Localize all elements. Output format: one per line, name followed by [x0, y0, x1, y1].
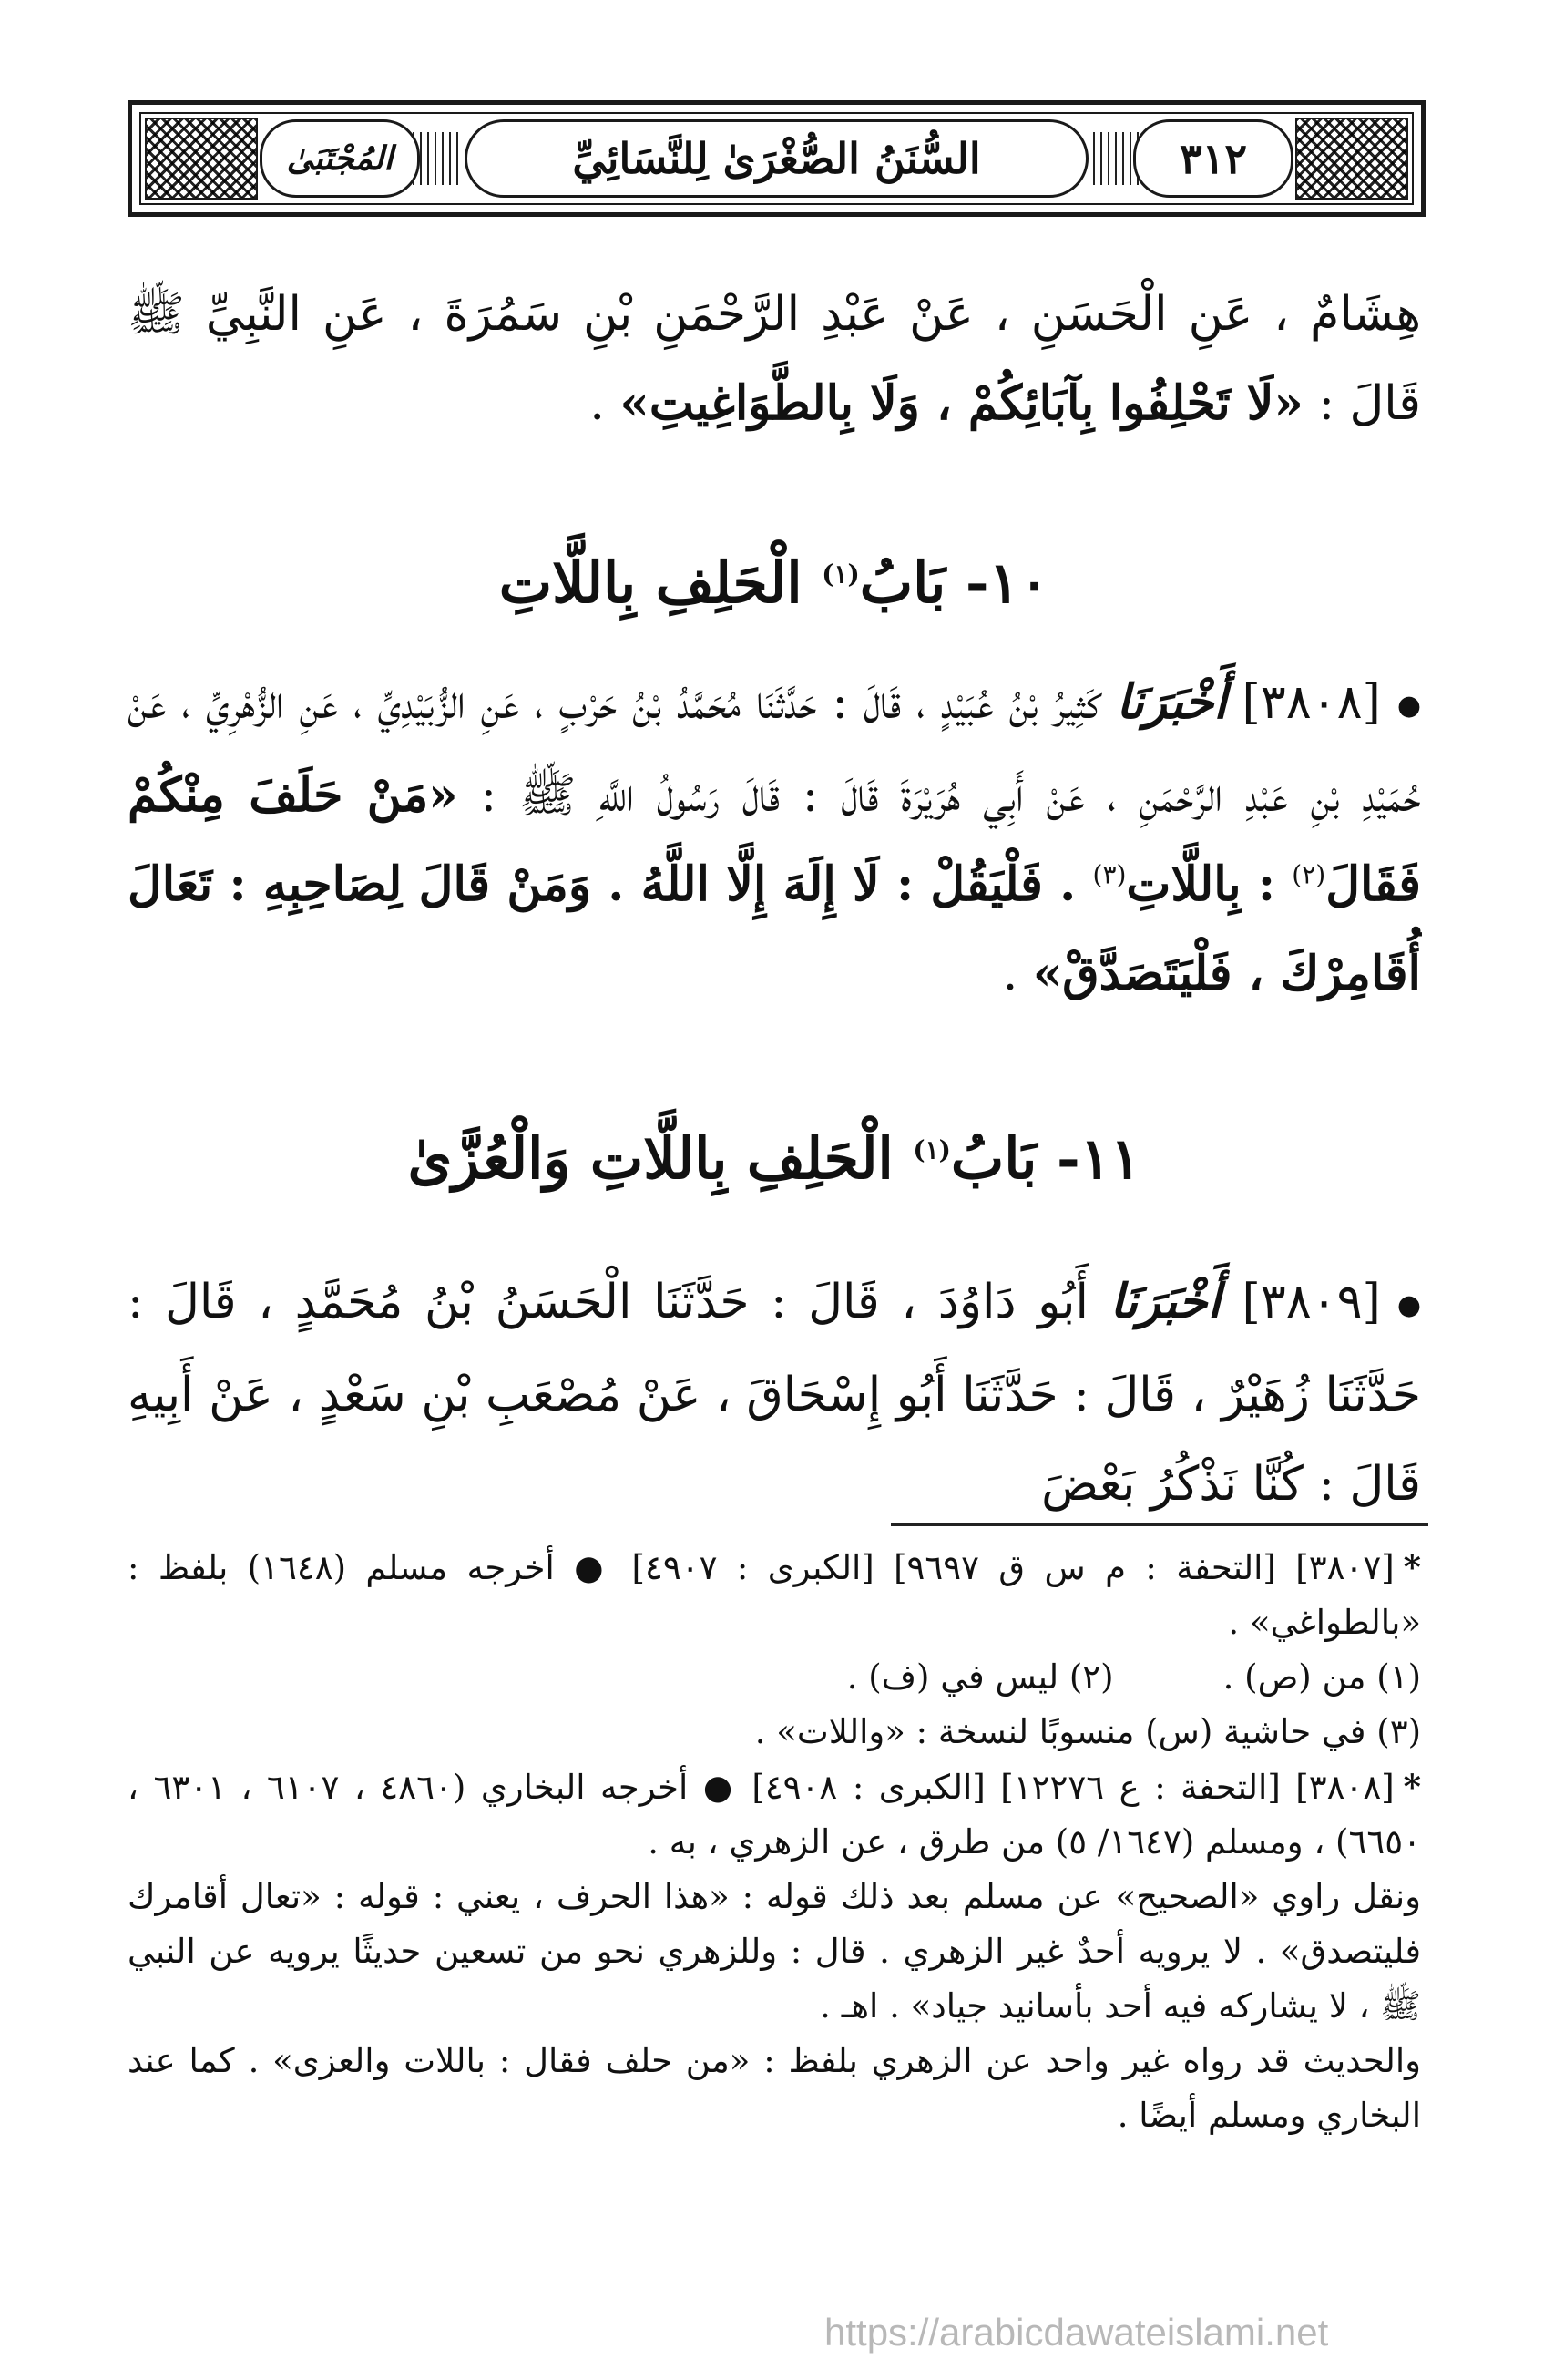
series-badge [260, 119, 420, 198]
matn-text: «لَا تَحْلِفُوا [1109, 375, 1304, 431]
hadith-3808 [128, 658, 1421, 1019]
page-number: ٣١٢ [1179, 134, 1248, 183]
chapter-heading-10 [128, 538, 1421, 629]
footnote-3807 [128, 1540, 1421, 1650]
footnote-3 [128, 1705, 1421, 1759]
isnad-text: أَبُو دَاوُدَ ، قَالَ : حَدَّثَنَا الْحَسَنُ بْنُ مُحَمَّدٍ ، قَالَ : حَدَّثَنَا زُهَيْرٌ ، قَالَ : حَدَّثَنَا أَبُو إِسْحَاقَ ، عَنْ مُصْعَبِ بْنِ سَعْدٍ ، عَنْ أَبِيهِ قَالَ : [128, 1275, 1421, 1512]
ornament-left-icon [145, 118, 258, 200]
hadith-3809 [128, 1257, 1421, 1529]
book-title: السُّنَنُ الصُّغْرَىٰ لِلنَّسَائِيِّ [572, 134, 981, 183]
punctuation: . [1002, 946, 1033, 1001]
footnote-ref: (١) [913, 1134, 951, 1165]
footnote-1: (١) من (ص) . [1222, 1657, 1421, 1697]
ornament-right-icon [1295, 118, 1408, 200]
footnote-3808-remark [128, 2034, 1421, 2143]
footnote-marker: * [1403, 1547, 1421, 1587]
watermark-url: https://arabicdawateislami.net [824, 2311, 1329, 2354]
footnote-row [128, 1650, 1421, 1705]
footnote-2: (٢) ليس في (ف) . [846, 1657, 1114, 1697]
bullet-icon: ● [1396, 1288, 1421, 1321]
hadith-number: [٣٨٠٩] [1242, 1275, 1381, 1329]
punctuation: . [589, 376, 620, 431]
chapter-title: الْحَلِفِ بِاللَّاتِ وَالْعُزَّىٰ [407, 1125, 914, 1192]
footnote-divider [891, 1523, 1428, 1526]
chapter-prefix: ١١- بَابُ [950, 1125, 1141, 1192]
chapter-prefix: ١٠- بَابُ [859, 549, 1050, 616]
bullet-icon: ● [1396, 689, 1421, 722]
footnote-3808 [128, 1759, 1421, 1870]
matn-text: بِآبَائِكُمْ ، وَلَا بِالطَّوَاغِيتِ» [619, 375, 1095, 431]
footnote-ref: (٢) [1292, 859, 1326, 890]
footnote-text: ونقل راوي «الصحيح» عن مسلم بعد ذلك قوله : «هذا الحرف ، يعني : قوله : «تعال أقامرك فليتصدق» . لا يرويه أحدٌ غير الزهري . قال : وللزهري نحو من تسعين حديثًا يرويه عن النبي ﷺ ، لا يشاركه فيه أحد بأسانيد جياد» . اهـ . [128, 1877, 1421, 2026]
akhbarana-label: أَخْبَرَنَا [1116, 674, 1227, 730]
chapter-title: الْحَلِفِ بِاللَّاتِ [498, 549, 823, 616]
footnote-text: (٣) في حاشية (س) منسوبًا لنسخة : «واللات» . [754, 1712, 1421, 1751]
isnad-text: كَثِيرُ بْنُ عُبَيْدٍ ، قَالَ : حَدَّثَنَا مُحَمَّدُ بْنُ حَرْبٍ ، عَنِ الزُّبَيْدِيِّ ، عَنِ الزُّهْرِيِّ ، عَنْ حُمَيْدِ بْنِ عَبْدِ الرَّحْمَنِ ، عَنْ أَبِي هُرَيْرَةَ قَالَ : قَالَ رَسُولُ اللَّهِ ﷺ : [128, 675, 1421, 823]
matn-text: : بِاللَّاتِ [1126, 856, 1293, 912]
footnote-text: [٣٨٠٧] [التحفة : م س ق ٩٦٩٧] [الكبرى : ٤٩٠٧] ● أخرجه مسلم (١٦٤٨) بلفظ : «بالطواغي» . [128, 1548, 1421, 1642]
title-cartouche [465, 119, 1089, 198]
chapter-heading-11 [128, 1113, 1421, 1205]
footnote-marker: * [1403, 1767, 1421, 1807]
continuation-paragraph [128, 270, 1421, 448]
matn-text: كُنَّا نَذْكُرُ بَعْضَ [1041, 1456, 1304, 1512]
series-name: المُجْتَبَىٰ [286, 139, 394, 178]
isnad-text: هِشَامٌ ، عَنِ الْحَسَنِ ، عَنْ عَبْدِ الرَّحْمَنِ بْنِ سَمُرَةَ ، عَنِ النَّبِيِّ ﷺ قَالَ : [128, 287, 1421, 431]
akhbarana-label: أَخْبَرَنَا [1109, 1274, 1221, 1329]
footnote-3808-commentary [128, 1870, 1421, 2034]
footnote-text: والحديث قد رواه غير واحد عن الزهري بلفظ : «من حلف فقال : باللات والعزى» . كما عند البخاري ومسلم أيضًا . [128, 2041, 1421, 2135]
page-number-badge [1133, 119, 1293, 198]
page-header [128, 100, 1426, 217]
matn-text: «مَنْ حَلَفَ مِنْكُمْ فَقَالَ [128, 766, 1422, 912]
footnote-ref: (١) [822, 559, 860, 590]
footnotes [128, 1540, 1421, 2143]
hadith-number: [٣٨٠٨] [1242, 675, 1381, 730]
footnote-ref: (٣) [1092, 859, 1127, 890]
matn-text: . فَلْيَقُلْ : لَا إِلَهَ إِلَّا اللَّهُ . وَمَنْ قَالَ لِصَاحِبِهِ : تَعَالَ أُقَامِرْكَ ، فَلْيَتَصَدَّقْ» [128, 856, 1421, 1001]
footnote-text: [٣٨٠٨] [التحفة : ع ١٢٢٧٦] [الكبرى : ٤٩٠٨] ● أخرجه البخاري (٤٨٦٠ ، ٦١٠٧ ، ٦٣٠١ ، ٦٦٥٠) ، ومسلم (١٦٤٧/ ٥) من طرق ، عن الزهري ، به . [128, 1768, 1421, 1862]
